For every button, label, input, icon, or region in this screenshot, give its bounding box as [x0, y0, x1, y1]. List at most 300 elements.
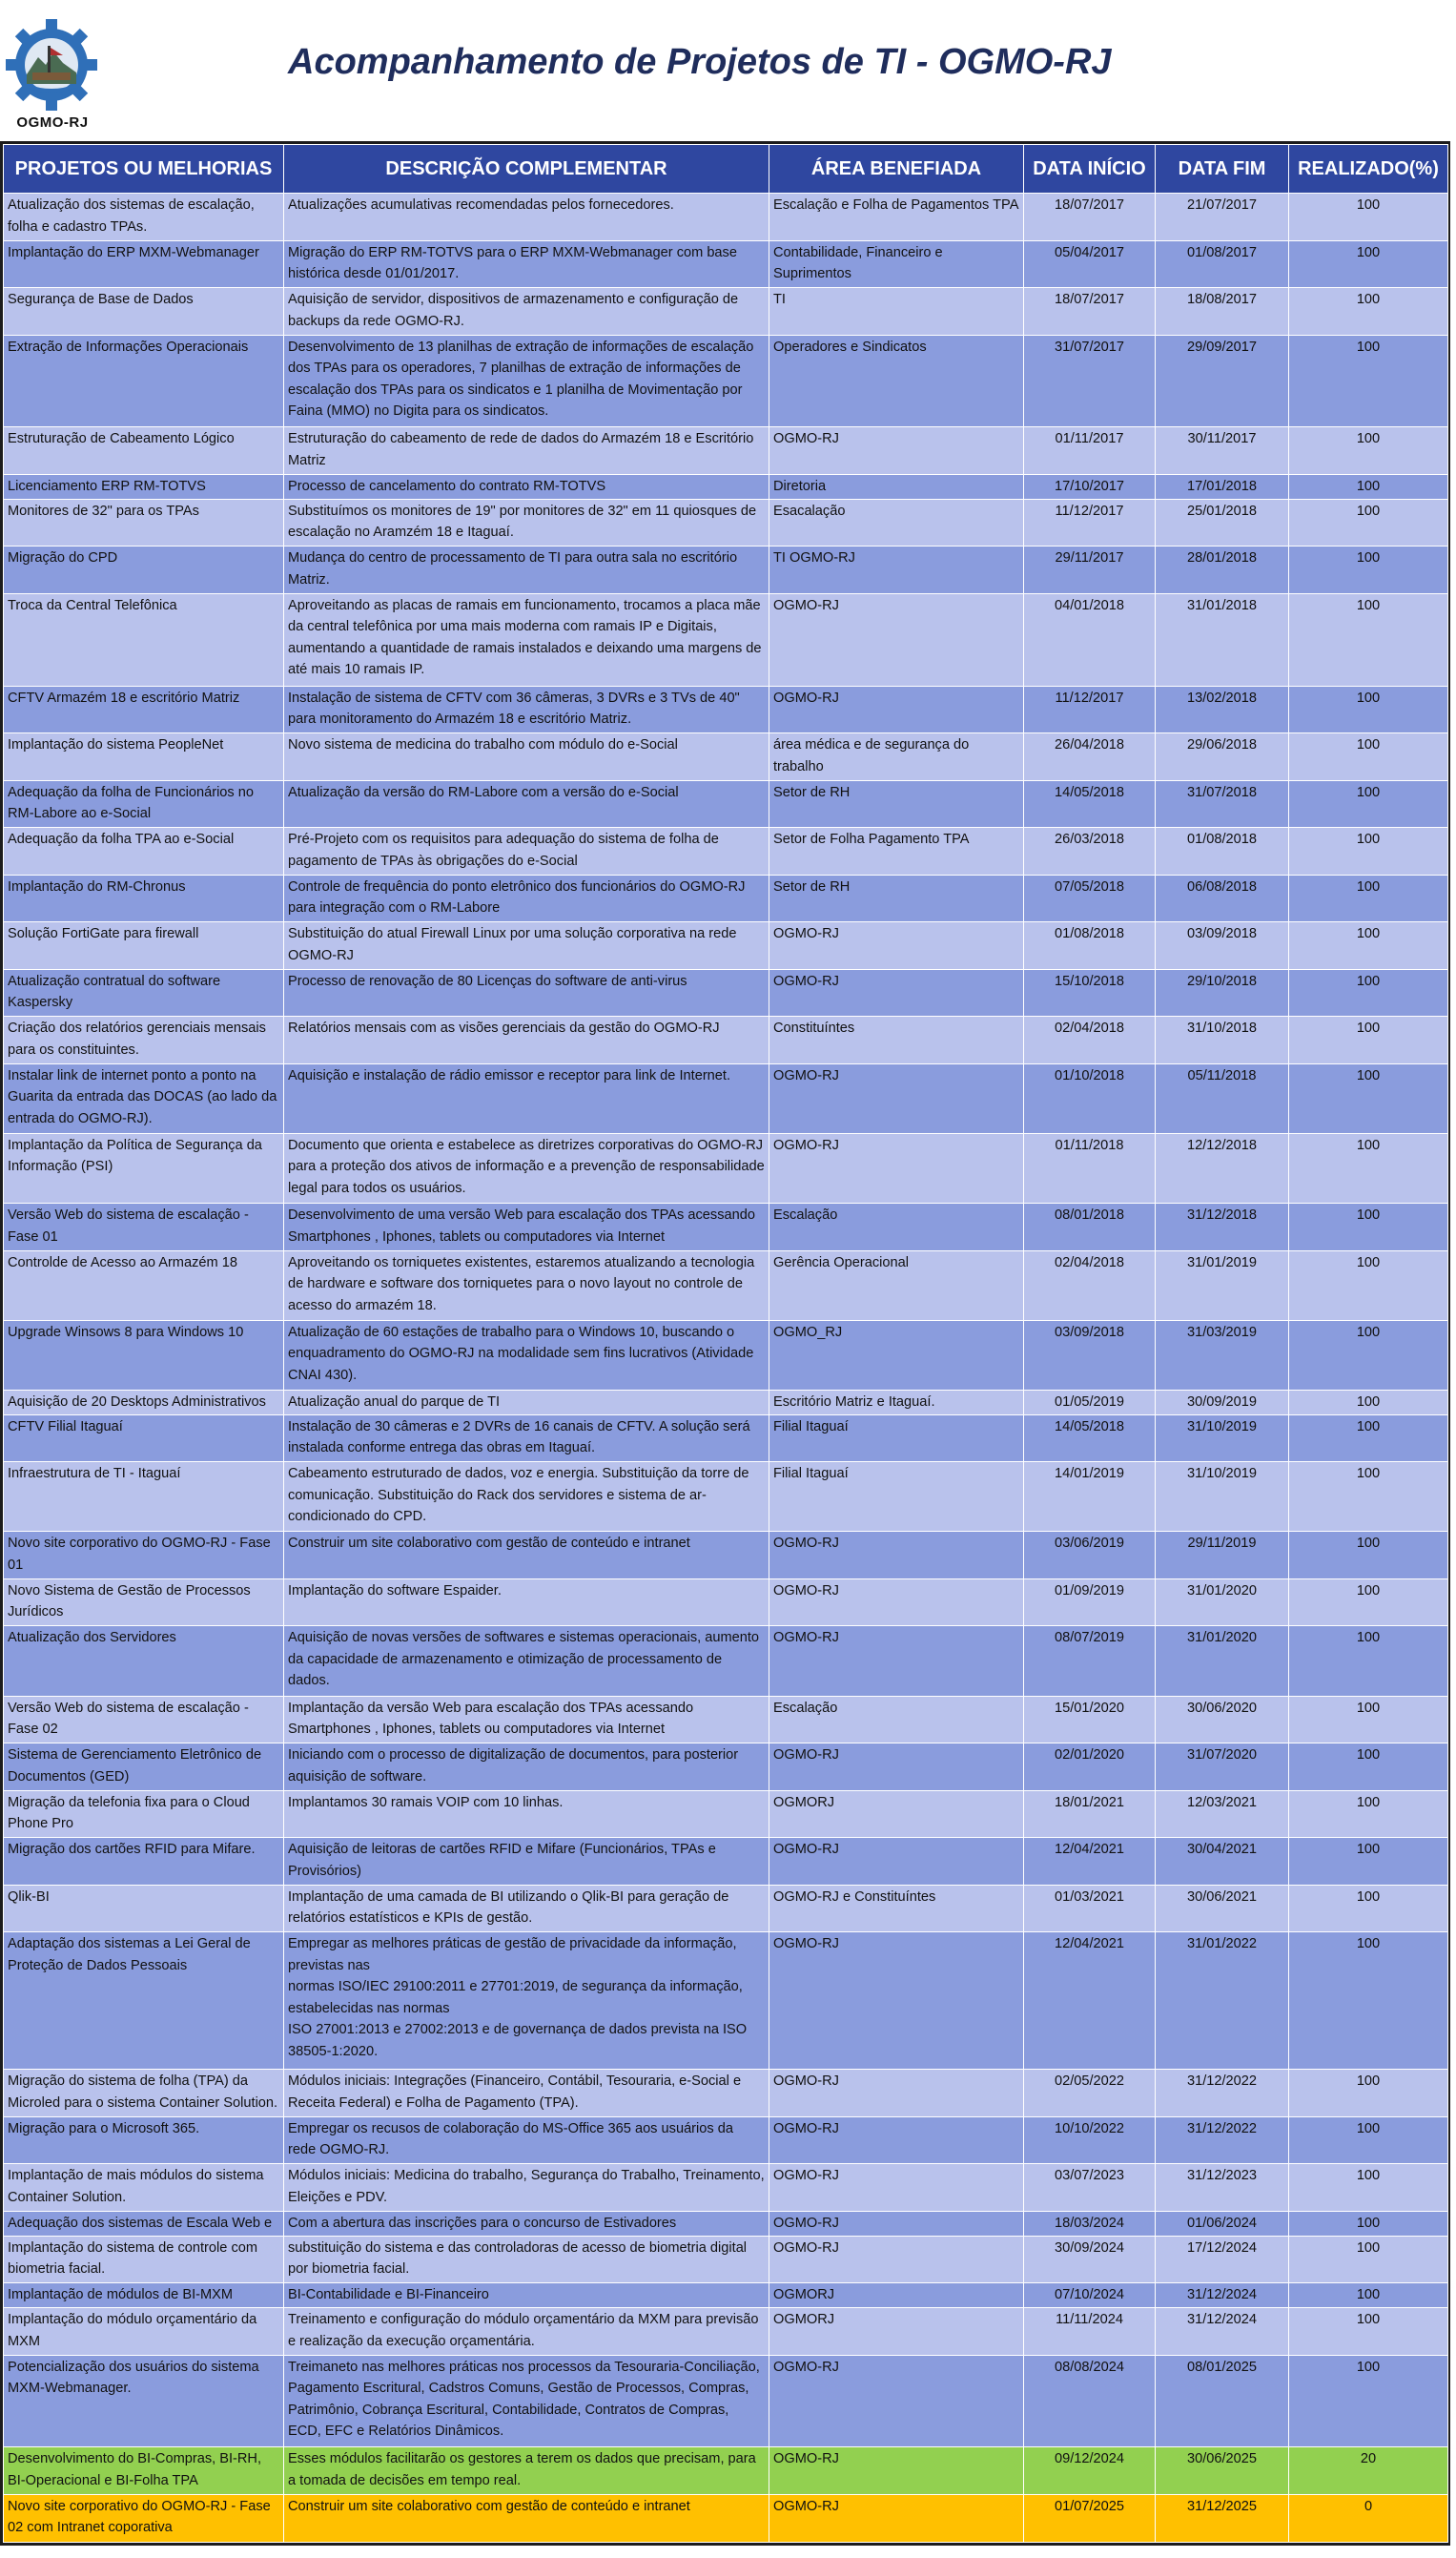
cell-start-date: 26/04/2018	[1024, 733, 1156, 781]
cell-percent-done: 100	[1289, 1790, 1448, 1838]
cell-description: Implantamos 30 ramais VOIP com 10 linhas.	[284, 1790, 769, 1838]
cell-end-date: 21/07/2017	[1156, 194, 1289, 241]
cell-start-date: 01/07/2025	[1024, 2494, 1156, 2542]
cell-project: Atualização dos Servidores	[4, 1626, 284, 1696]
table-body	[4, 194, 1448, 2543]
cell-end-date: 12/03/2021	[1156, 1790, 1289, 1838]
cell-start-date: 01/03/2021	[1024, 1885, 1156, 1932]
cell-description: Aquisição e instalação de rádio emissor e receptor para link de Internet.	[284, 1063, 769, 1133]
table-row	[4, 474, 1448, 499]
cell-end-date: 31/01/2020	[1156, 1578, 1289, 1626]
cell-project: Migração da telefonia fixa para o Cloud Phone Pro	[4, 1790, 284, 1838]
cell-percent-done: 0	[1289, 2494, 1448, 2542]
cell-start-date: 09/12/2024	[1024, 2447, 1156, 2495]
cell-start-date: 11/12/2017	[1024, 499, 1156, 547]
cell-project: Controlde de Acesso ao Armazém 18	[4, 1250, 284, 1320]
cell-end-date: 29/11/2019	[1156, 1532, 1289, 1579]
cell-area: Diretoria	[769, 474, 1024, 499]
cell-percent-done: 100	[1289, 2308, 1448, 2356]
cell-area: OGMO-RJ	[769, 1063, 1024, 1133]
cell-end-date: 29/10/2018	[1156, 969, 1289, 1017]
cell-start-date: 08/08/2024	[1024, 2355, 1156, 2447]
cell-end-date: 31/12/2023	[1156, 2164, 1289, 2212]
cell-percent-done: 100	[1289, 1932, 1448, 2070]
table-row	[4, 1250, 1448, 1320]
cell-start-date: 02/05/2022	[1024, 2070, 1156, 2117]
cell-project: Monitores de 32" para os TPAs	[4, 499, 284, 547]
cell-end-date: 31/12/2022	[1156, 2070, 1289, 2117]
cell-description: Esses módulos facilitarão os gestores a terem os dados que precisam, para a tomada de decisões em tempo real.	[284, 2447, 769, 2495]
cell-start-date: 07/05/2018	[1024, 875, 1156, 922]
cell-project: Potencialização dos usuários do sistema MXM-Webmanager.	[4, 2355, 284, 2447]
table-row	[4, 1063, 1448, 1133]
table-row	[4, 1578, 1448, 1626]
cell-end-date: 29/09/2017	[1156, 335, 1289, 427]
table-header-row	[4, 145, 1448, 194]
cell-area: OGMO-RJ	[769, 1838, 1024, 1886]
cell-description: Implantação de uma camada de BI utilizando o Qlik-BI para geração de relatórios estatísticos e KPIs de gestão.	[284, 1885, 769, 1932]
cell-start-date: 02/04/2018	[1024, 1250, 1156, 1320]
cell-description: Aquisição de leitoras de cartões RFID e Mifare (Funcionários, TPAs e Provisórios)	[284, 1838, 769, 1886]
cell-end-date: 28/01/2018	[1156, 547, 1289, 594]
cell-end-date: 13/02/2018	[1156, 686, 1289, 733]
cell-project: Infraestrutura de TI - Itaguaí	[4, 1462, 284, 1532]
cell-percent-done: 100	[1289, 593, 1448, 686]
column-header-area: ÁREA BENEFIADA	[769, 145, 1024, 194]
cell-project: Novo Sistema de Gestão de Processos Jurídicos	[4, 1578, 284, 1626]
cell-start-date: 18/01/2021	[1024, 1790, 1156, 1838]
table-row	[4, 194, 1448, 241]
logo-text: OGMO-RJ	[16, 114, 89, 131]
cell-percent-done: 100	[1289, 875, 1448, 922]
cell-description: Pré-Projeto com os requisitos para adequação do sistema de folha de pagamento de TPAs às obrigações do e-Social	[284, 828, 769, 876]
cell-start-date: 02/01/2020	[1024, 1743, 1156, 1791]
page-title: Acompanhamento de Projetos de TI - OGMO-RJ	[288, 42, 1112, 82]
cell-end-date: 31/01/2019	[1156, 1250, 1289, 1320]
cell-project: Implantação de módulos de BI-MXM	[4, 2283, 284, 2308]
table-row	[4, 686, 1448, 733]
table-row	[4, 2447, 1448, 2495]
cell-percent-done: 100	[1289, 1414, 1448, 1462]
cell-start-date: 05/04/2017	[1024, 240, 1156, 288]
cell-project: Atualização dos sistemas de escalação, folha e cadastro TPAs.	[4, 194, 284, 241]
cell-project: Instalar link de internet ponto a ponto na Guarita da entrada das DOCAS (ao lado da entrada do OGMO-RJ).	[4, 1063, 284, 1133]
cell-start-date: 11/11/2024	[1024, 2308, 1156, 2356]
cell-start-date: 02/04/2018	[1024, 1017, 1156, 1064]
table-row	[4, 2494, 1448, 2542]
cell-description: Implantação da versão Web para escalação dos TPAs acessando Smartphones , Iphones, tablets ou computadores via Internet	[284, 1696, 769, 1743]
cell-end-date: 01/06/2024	[1156, 2211, 1289, 2236]
cell-area: OGMO-RJ	[769, 1532, 1024, 1579]
cell-project: Versão Web do sistema de escalação - Fase 02	[4, 1696, 284, 1743]
table-row	[4, 2308, 1448, 2356]
cell-start-date: 07/10/2024	[1024, 2283, 1156, 2308]
cell-start-date: 11/12/2017	[1024, 686, 1156, 733]
gear-logo-icon	[4, 17, 99, 113]
cell-percent-done: 100	[1289, 2211, 1448, 2236]
cell-end-date: 31/12/2022	[1156, 2116, 1289, 2164]
table-row	[4, 1790, 1448, 1838]
cell-end-date: 31/03/2019	[1156, 1320, 1289, 1390]
cell-area: OGMORJ	[769, 1790, 1024, 1838]
cell-project: Implantação do ERP MXM-Webmanager	[4, 240, 284, 288]
cell-description: Documento que orienta e estabelece as diretrizes corporativas do OGMO-RJ para a proteção dos ativos de informação e a prevenção de responsabilidade legal para todos os usuários.	[284, 1133, 769, 1203]
cell-area: OGMO-RJ	[769, 2164, 1024, 2212]
cell-description: Instalação de 30 câmeras e 2 DVRs de 16 canais de CFTV. A solução será instalada conforme entrega das obras em Itaguaí.	[284, 1414, 769, 1462]
cell-description: Desenvolvimento de uma versão Web para escalação dos TPAs acessando Smartphones , Iphones, tablets ou computadores via Internet	[284, 1204, 769, 1251]
cell-area: Escalação	[769, 1696, 1024, 1743]
cell-percent-done: 100	[1289, 240, 1448, 288]
cell-end-date: 31/10/2018	[1156, 1017, 1289, 1064]
cell-description: Treinamento e configuração do módulo orçamentário da MXM para previsão e realização da execução orçamentária.	[284, 2308, 769, 2356]
cell-start-date: 18/07/2017	[1024, 194, 1156, 241]
cell-area: OGMO-RJ	[769, 593, 1024, 686]
cell-description: Implantação do software Espaider.	[284, 1578, 769, 1626]
table-row	[4, 593, 1448, 686]
cell-area: OGMORJ	[769, 2283, 1024, 2308]
cell-start-date: 12/04/2021	[1024, 1838, 1156, 1886]
cell-description: Construir um site colaborativo com gestão de conteúdo e intranet	[284, 2494, 769, 2542]
cell-area: TI	[769, 288, 1024, 336]
cell-percent-done: 100	[1289, 288, 1448, 336]
cell-description: Atualização de 60 estações de trabalho para o Windows 10, buscando o enquadramento do OGMO-RJ na modalidade sem fins lucrativos (Atividade CNAI 430).	[284, 1320, 769, 1390]
cell-end-date: 18/08/2017	[1156, 288, 1289, 336]
table-row	[4, 1017, 1448, 1064]
column-header-end-date: DATA FIM	[1156, 145, 1289, 194]
cell-end-date: 03/09/2018	[1156, 922, 1289, 970]
cell-percent-done: 100	[1289, 1838, 1448, 1886]
cell-end-date: 29/06/2018	[1156, 733, 1289, 781]
cell-project: Adequação da folha de Funcionários no RM-Labore ao e-Social	[4, 780, 284, 828]
cell-start-date: 31/07/2017	[1024, 335, 1156, 427]
table-row	[4, 335, 1448, 427]
cell-end-date: 06/08/2018	[1156, 875, 1289, 922]
cell-end-date: 30/04/2021	[1156, 1838, 1289, 1886]
cell-description: Atualização anual do parque de TI	[284, 1390, 769, 1414]
cell-start-date: 30/09/2024	[1024, 2236, 1156, 2283]
cell-end-date: 30/06/2020	[1156, 1696, 1289, 1743]
table-row	[4, 2236, 1448, 2283]
cell-area: Esacalação	[769, 499, 1024, 547]
cell-description: Processo de cancelamento do contrato RM-TOTVS	[284, 474, 769, 499]
cell-percent-done: 100	[1289, 1532, 1448, 1579]
cell-percent-done: 100	[1289, 2355, 1448, 2447]
table-row	[4, 547, 1448, 594]
cell-project: Versão Web do sistema de escalação - Fase 01	[4, 1204, 284, 1251]
cell-project: Migração para o Microsoft 365.	[4, 2116, 284, 2164]
cell-end-date: 31/10/2019	[1156, 1414, 1289, 1462]
cell-start-date: 29/11/2017	[1024, 547, 1156, 594]
cell-percent-done: 100	[1289, 1133, 1448, 1203]
cell-project: Segurança de Base de Dados	[4, 288, 284, 336]
cell-description: Empregar as melhores práticas de gestão de privacidade da informação, previstas nas normas ISO/IEC 29100:2011 e 27701:2019, de segurança da informação, estabelecidas nas normas ISO 27001:2013 e 27002:2013 e de governança de dados prevista na ISO 38505-1:2020.	[284, 1932, 769, 2070]
cell-percent-done: 100	[1289, 427, 1448, 475]
cell-project: Solução FortiGate para firewall	[4, 922, 284, 970]
cell-description: Processo de renovação de 80 Licenças do software de anti-virus	[284, 969, 769, 1017]
table-row	[4, 1204, 1448, 1251]
cell-percent-done: 100	[1289, 686, 1448, 733]
cell-percent-done: 100	[1289, 547, 1448, 594]
cell-percent-done: 100	[1289, 1578, 1448, 1626]
cell-percent-done: 100	[1289, 733, 1448, 781]
cell-end-date: 30/11/2017	[1156, 427, 1289, 475]
cell-percent-done: 100	[1289, 474, 1448, 499]
cell-area: Constituíntes	[769, 1017, 1024, 1064]
table-row	[4, 1133, 1448, 1203]
cell-project: Migração do sistema de folha (TPA) da Microled para o sistema Container Solution.	[4, 2070, 284, 2117]
cell-description: Substituição do atual Firewall Linux por uma solução corporativa na rede OGMO-RJ	[284, 922, 769, 970]
cell-start-date: 01/11/2017	[1024, 427, 1156, 475]
column-header-project: PROJETOS OU MELHORIAS	[4, 145, 284, 194]
table-row	[4, 1390, 1448, 1414]
cell-project: Migração do CPD	[4, 547, 284, 594]
cell-start-date: 14/01/2019	[1024, 1462, 1156, 1532]
cell-start-date: 08/01/2018	[1024, 1204, 1156, 1251]
table-row	[4, 2070, 1448, 2117]
cell-percent-done: 100	[1289, 2164, 1448, 2212]
cell-project: CFTV Armazém 18 e escritório Matriz	[4, 686, 284, 733]
cell-area: OGMO-RJ	[769, 427, 1024, 475]
cell-description: Migração do ERP RM-TOTVS para o ERP MXM-Webmanager com base histórica desde 01/01/2017.	[284, 240, 769, 288]
cell-project: Criação dos relatórios gerenciais mensais para os constituintes.	[4, 1017, 284, 1064]
cell-start-date: 17/10/2017	[1024, 474, 1156, 499]
column-header-percent-done: REALIZADO(%)	[1289, 145, 1448, 194]
cell-percent-done: 100	[1289, 499, 1448, 547]
cell-percent-done: 100	[1289, 335, 1448, 427]
cell-area: OGMO-RJ	[769, 2116, 1024, 2164]
table-row	[4, 427, 1448, 475]
cell-area: OGMO-RJ	[769, 969, 1024, 1017]
cell-area: OGMO-RJ	[769, 2494, 1024, 2542]
table-row	[4, 780, 1448, 828]
cell-start-date: 14/05/2018	[1024, 780, 1156, 828]
cell-area: Escalação	[769, 1204, 1024, 1251]
cell-end-date: 31/12/2018	[1156, 1204, 1289, 1251]
cell-end-date: 08/01/2025	[1156, 2355, 1289, 2447]
cell-percent-done: 100	[1289, 2283, 1448, 2308]
table-row	[4, 969, 1448, 1017]
table-row	[4, 2116, 1448, 2164]
cell-project: Upgrade Winsows 8 para Windows 10	[4, 1320, 284, 1390]
ogmo-logo	[4, 17, 101, 131]
table-row	[4, 499, 1448, 547]
cell-end-date: 31/01/2020	[1156, 1626, 1289, 1696]
cell-description: Atualização da versão do RM-Labore com a versão do e-Social	[284, 780, 769, 828]
cell-end-date: 31/12/2024	[1156, 2283, 1289, 2308]
table-row	[4, 733, 1448, 781]
cell-start-date: 18/03/2024	[1024, 2211, 1156, 2236]
cell-description: Cabeamento estruturado de dados, voz e energia. Substituição da torre de comunicação. Substituição do Rack dos servidores e sistema de ar-condicionado do CPD.	[284, 1462, 769, 1532]
cell-project: Implantação de mais módulos do sistema Container Solution.	[4, 2164, 284, 2212]
table-row	[4, 1626, 1448, 1696]
cell-description: Módulos iniciais: Integrações (Financeiro, Contábil, Tesouraria, e-Social e Receita Federal) e Folha de Pagamento (TPA).	[284, 2070, 769, 2117]
table-row	[4, 2355, 1448, 2447]
cell-area: OGMO-RJ	[769, 2355, 1024, 2447]
cell-start-date: 03/09/2018	[1024, 1320, 1156, 1390]
cell-percent-done: 100	[1289, 1462, 1448, 1532]
cell-percent-done: 100	[1289, 2070, 1448, 2117]
cell-description: Instalação de sistema de CFTV com 36 câmeras, 3 DVRs e 3 TVs de 40" para monitoramento do Armazém 18 e escritório Matriz.	[284, 686, 769, 733]
cell-end-date: 17/01/2018	[1156, 474, 1289, 499]
column-header-description: DESCRIÇÃO COMPLEMENTAR	[284, 145, 769, 194]
cell-description: Com a abertura das inscrições para o concurso de Estivadores	[284, 2211, 769, 2236]
cell-description: Aquisição de novas versões de softwares e sistemas operacionais, aumento da capacidade de armazenamento e otimização de processamento de dados.	[284, 1626, 769, 1696]
cell-project: Estruturação de Cabeamento Lógico	[4, 427, 284, 475]
cell-description: Aquisição de servidor, dispositivos de armazenamento e configuração de backups da rede OGMO-RJ.	[284, 288, 769, 336]
cell-area: área médica e de segurança do trabalho	[769, 733, 1024, 781]
cell-project: Licenciamento ERP RM-TOTVS	[4, 474, 284, 499]
cell-start-date: 01/05/2019	[1024, 1390, 1156, 1414]
cell-percent-done: 100	[1289, 828, 1448, 876]
cell-end-date: 01/08/2017	[1156, 240, 1289, 288]
cell-area: Filial Itaguaí	[769, 1414, 1024, 1462]
cell-percent-done: 100	[1289, 2116, 1448, 2164]
cell-start-date: 15/10/2018	[1024, 969, 1156, 1017]
table-row	[4, 1532, 1448, 1579]
cell-description: Controle de frequência do ponto eletrônico dos funcionários do OGMO-RJ para integração com o RM-Labore	[284, 875, 769, 922]
table-row	[4, 875, 1448, 922]
cell-description: Empregar os recusos de colaboração do MS-Office 365 aos usuários da rede OGMO-RJ.	[284, 2116, 769, 2164]
cell-project: Implantação do sistema de controle com biometria facial.	[4, 2236, 284, 2283]
cell-percent-done: 100	[1289, 780, 1448, 828]
cell-area: OGMO-RJ	[769, 686, 1024, 733]
table-row	[4, 2211, 1448, 2236]
cell-project: Troca da Central Telefônica	[4, 593, 284, 686]
table-row	[4, 1462, 1448, 1532]
table-row	[4, 1885, 1448, 1932]
table-row	[4, 1696, 1448, 1743]
cell-description: Mudança do centro de processamento de TI para outra sala no escritório Matriz.	[284, 547, 769, 594]
cell-start-date: 14/05/2018	[1024, 1414, 1156, 1462]
cell-area: OGMO_RJ	[769, 1320, 1024, 1390]
cell-area: OGMO-RJ	[769, 1133, 1024, 1203]
cell-area: Operadores e Sindicatos	[769, 335, 1024, 427]
cell-description: Módulos iniciais: Medicina do trabalho, Segurança do Trabalho, Treinamento, Eleições e PDV.	[284, 2164, 769, 2212]
cell-area: OGMO-RJ	[769, 2236, 1024, 2283]
cell-area: OGMO-RJ e Constituíntes	[769, 1885, 1024, 1932]
cell-description: Atualizações acumulativas recomendadas pelos fornecedores.	[284, 194, 769, 241]
table-row	[4, 828, 1448, 876]
cell-area: Setor de Folha Pagamento TPA	[769, 828, 1024, 876]
projects-table	[3, 144, 1448, 2543]
cell-end-date: 01/08/2018	[1156, 828, 1289, 876]
cell-description: Relatórios mensais com as visões gerenciais da gestão do OGMO-RJ	[284, 1017, 769, 1064]
cell-end-date: 31/10/2019	[1156, 1462, 1289, 1532]
cell-area: Escalação e Folha de Pagamentos TPA	[769, 194, 1024, 241]
cell-end-date: 17/12/2024	[1156, 2236, 1289, 2283]
cell-project: Implantação do sistema PeopleNet	[4, 733, 284, 781]
cell-end-date: 31/07/2018	[1156, 780, 1289, 828]
cell-start-date: 01/08/2018	[1024, 922, 1156, 970]
cell-end-date: 31/07/2020	[1156, 1743, 1289, 1791]
cell-description: Estruturação do cabeamento de rede de dados do Armazém 18 e Escritório Matriz	[284, 427, 769, 475]
cell-description: substituição do sistema e das controladoras de acesso de biometria digital por biometria facial.	[284, 2236, 769, 2283]
cell-percent-done: 100	[1289, 1390, 1448, 1414]
table-row	[4, 922, 1448, 970]
cell-end-date: 31/01/2022	[1156, 1932, 1289, 2070]
cell-area: Escritório Matriz e Itaguaí.	[769, 1390, 1024, 1414]
cell-project: Adaptação dos sistemas a Lei Geral de Proteção de Dados Pessoais	[4, 1932, 284, 2070]
cell-area: Gerência Operacional	[769, 1250, 1024, 1320]
table-row	[4, 288, 1448, 336]
cell-area: OGMORJ	[769, 2308, 1024, 2356]
cell-area: OGMO-RJ	[769, 1626, 1024, 1696]
cell-area: OGMO-RJ	[769, 2211, 1024, 2236]
table-row	[4, 2283, 1448, 2308]
table-row	[4, 1932, 1448, 2070]
table-row	[4, 1743, 1448, 1791]
cell-start-date: 03/06/2019	[1024, 1532, 1156, 1579]
cell-description: BI-Contabilidade e BI-Financeiro	[284, 2283, 769, 2308]
cell-start-date: 01/09/2019	[1024, 1578, 1156, 1626]
cell-project: Atualização contratual do software Kaspersky	[4, 969, 284, 1017]
cell-start-date: 08/07/2019	[1024, 1626, 1156, 1696]
cell-percent-done: 100	[1289, 922, 1448, 970]
cell-project: Implantação da Política de Segurança da Informação (PSI)	[4, 1133, 284, 1203]
cell-start-date: 18/07/2017	[1024, 288, 1156, 336]
cell-percent-done: 100	[1289, 969, 1448, 1017]
cell-project: Novo site corporativo do OGMO-RJ - Fase 01	[4, 1532, 284, 1579]
table-row	[4, 240, 1448, 288]
cell-start-date: 10/10/2022	[1024, 2116, 1156, 2164]
cell-area: Contabilidade, Financeiro e Suprimentos	[769, 240, 1024, 288]
cell-project: Adequação dos sistemas de Escala Web e	[4, 2211, 284, 2236]
table-row	[4, 1838, 1448, 1886]
cell-area: Setor de RH	[769, 875, 1024, 922]
cell-end-date: 12/12/2018	[1156, 1133, 1289, 1203]
cell-percent-done: 100	[1289, 1017, 1448, 1064]
cell-project: Novo site corporativo do OGMO-RJ - Fase 02 com Intranet coporativa	[4, 2494, 284, 2542]
cell-percent-done: 100	[1289, 1063, 1448, 1133]
cell-project: Desenvolvimento do BI-Compras, BI-RH, BI-Operacional e BI-Folha TPA	[4, 2447, 284, 2495]
cell-start-date: 04/01/2018	[1024, 593, 1156, 686]
cell-end-date: 30/09/2019	[1156, 1390, 1289, 1414]
cell-percent-done: 100	[1289, 1626, 1448, 1696]
page-header	[0, 0, 1456, 141]
cell-area: OGMO-RJ	[769, 2447, 1024, 2495]
cell-project: Migração dos cartões RFID para Mifare.	[4, 1838, 284, 1886]
cell-project: Extração de Informações Operacionais	[4, 335, 284, 427]
cell-start-date: 15/01/2020	[1024, 1696, 1156, 1743]
table-row	[4, 2164, 1448, 2212]
cell-percent-done: 100	[1289, 194, 1448, 241]
cell-area: TI OGMO-RJ	[769, 547, 1024, 594]
cell-percent-done: 100	[1289, 1320, 1448, 1390]
cell-project: Aquisição de 20 Desktops Administrativos	[4, 1390, 284, 1414]
cell-project: CFTV Filial Itaguaí	[4, 1414, 284, 1462]
cell-end-date: 31/12/2025	[1156, 2494, 1289, 2542]
cell-start-date: 01/11/2018	[1024, 1133, 1156, 1203]
cell-description: Construir um site colaborativo com gestão de conteúdo e intranet	[284, 1532, 769, 1579]
cell-percent-done: 100	[1289, 1250, 1448, 1320]
table-row	[4, 1414, 1448, 1462]
cell-start-date: 01/10/2018	[1024, 1063, 1156, 1133]
cell-end-date: 31/12/2024	[1156, 2308, 1289, 2356]
projects-table-container	[0, 141, 1450, 2546]
cell-area: Setor de RH	[769, 780, 1024, 828]
cell-end-date: 30/06/2021	[1156, 1885, 1289, 1932]
cell-area: OGMO-RJ	[769, 1578, 1024, 1626]
cell-end-date: 05/11/2018	[1156, 1063, 1289, 1133]
cell-area: OGMO-RJ	[769, 2070, 1024, 2117]
cell-percent-done: 100	[1289, 1743, 1448, 1791]
cell-description: Iniciando com o processo de digitalização de documentos, para posterior aquisição de software.	[284, 1743, 769, 1791]
cell-area: OGMO-RJ	[769, 1743, 1024, 1791]
cell-description: Aproveitando os torniquetes existentes, estaremos atualizando a tecnologia de hardware e software dos torniquetes para o novo layout no controle de acesso do armazém 18.	[284, 1250, 769, 1320]
cell-end-date: 25/01/2018	[1156, 499, 1289, 547]
cell-area: Filial Itaguaí	[769, 1462, 1024, 1532]
cell-percent-done: 20	[1289, 2447, 1448, 2495]
